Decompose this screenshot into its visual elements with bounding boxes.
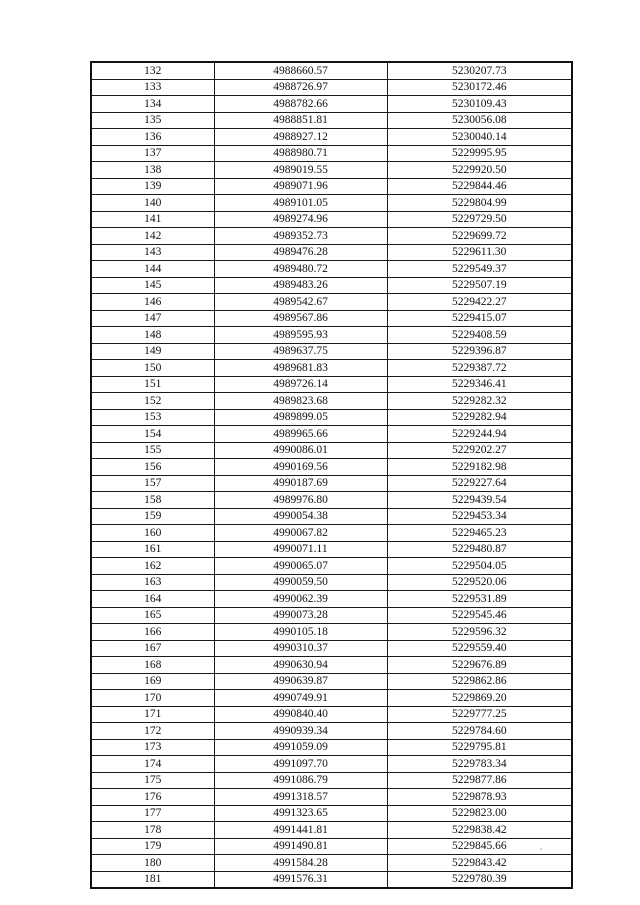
table-row bbox=[91, 706, 572, 723]
table-row bbox=[91, 294, 572, 311]
y-coordinate-cell: 5229699.72 bbox=[387, 228, 572, 245]
point-number-cell: 156 bbox=[91, 459, 214, 476]
point-number-cell: 175 bbox=[91, 772, 214, 789]
table-row bbox=[91, 690, 572, 707]
table-row bbox=[91, 129, 572, 146]
x-coordinate-cell: 4988980.71 bbox=[214, 145, 387, 162]
x-coordinate-cell: 4990059.50 bbox=[214, 574, 387, 591]
coordinate-table bbox=[90, 61, 573, 889]
point-number-cell: 181 bbox=[91, 871, 214, 888]
y-coordinate-cell: 5229465.23 bbox=[387, 525, 572, 542]
point-number-cell: 163 bbox=[91, 574, 214, 591]
point-number-cell: 152 bbox=[91, 393, 214, 410]
point-number-cell: 168 bbox=[91, 657, 214, 674]
y-coordinate-cell: 5229845.66 bbox=[387, 838, 572, 855]
point-number-cell: 151 bbox=[91, 376, 214, 393]
table-row bbox=[91, 327, 572, 344]
y-coordinate-cell: 5229182.98 bbox=[387, 459, 572, 476]
x-coordinate-cell: 4989019.55 bbox=[214, 162, 387, 179]
x-coordinate-cell: 4991097.70 bbox=[214, 756, 387, 773]
y-coordinate-cell: 5229422.27 bbox=[387, 294, 572, 311]
x-coordinate-cell: 4991059.09 bbox=[214, 739, 387, 756]
y-coordinate-cell: 5229549.37 bbox=[387, 261, 572, 278]
table-row bbox=[91, 541, 572, 558]
point-number-cell: 157 bbox=[91, 475, 214, 492]
x-coordinate-cell: 4990939.34 bbox=[214, 723, 387, 740]
point-number-cell: 148 bbox=[91, 327, 214, 344]
table-row bbox=[91, 409, 572, 426]
y-coordinate-cell: 5229729.50 bbox=[387, 211, 572, 228]
y-coordinate-cell: 5229202.27 bbox=[387, 442, 572, 459]
point-number-cell: 154 bbox=[91, 426, 214, 443]
page-speck bbox=[540, 848, 542, 850]
x-coordinate-cell: 4989352.73 bbox=[214, 228, 387, 245]
point-number-cell: 160 bbox=[91, 525, 214, 542]
y-coordinate-cell: 5229804.99 bbox=[387, 195, 572, 212]
table-row bbox=[91, 62, 572, 79]
point-number-cell: 177 bbox=[91, 805, 214, 822]
point-number-cell: 140 bbox=[91, 195, 214, 212]
table-row bbox=[91, 657, 572, 674]
table-row bbox=[91, 640, 572, 657]
y-coordinate-cell: 5229244.94 bbox=[387, 426, 572, 443]
table-row bbox=[91, 112, 572, 129]
x-coordinate-cell: 4989899.05 bbox=[214, 409, 387, 426]
table-row bbox=[91, 393, 572, 410]
x-coordinate-cell: 4990086.01 bbox=[214, 442, 387, 459]
point-number-cell: 146 bbox=[91, 294, 214, 311]
x-coordinate-cell: 4990073.28 bbox=[214, 607, 387, 624]
x-coordinate-cell: 4991490.81 bbox=[214, 838, 387, 855]
table-row bbox=[91, 855, 572, 872]
y-coordinate-cell: 5229504.05 bbox=[387, 558, 572, 575]
x-coordinate-cell: 4988726.97 bbox=[214, 79, 387, 96]
point-number-cell: 166 bbox=[91, 624, 214, 641]
table-row bbox=[91, 426, 572, 443]
point-number-cell: 170 bbox=[91, 690, 214, 707]
table-row bbox=[91, 805, 572, 822]
y-coordinate-cell: 5230172.46 bbox=[387, 79, 572, 96]
y-coordinate-cell: 5229396.87 bbox=[387, 343, 572, 360]
point-number-cell: 158 bbox=[91, 492, 214, 509]
y-coordinate-cell: 5229843.42 bbox=[387, 855, 572, 872]
table-row bbox=[91, 228, 572, 245]
y-coordinate-cell: 5229783.34 bbox=[387, 756, 572, 773]
point-number-cell: 164 bbox=[91, 591, 214, 608]
x-coordinate-cell: 4990187.69 bbox=[214, 475, 387, 492]
y-coordinate-cell: 5229823.00 bbox=[387, 805, 572, 822]
point-number-cell: 150 bbox=[91, 360, 214, 377]
table-row bbox=[91, 343, 572, 360]
table-row bbox=[91, 822, 572, 839]
y-coordinate-cell: 5229531.89 bbox=[387, 591, 572, 608]
x-coordinate-cell: 4990749.91 bbox=[214, 690, 387, 707]
point-number-cell: 178 bbox=[91, 822, 214, 839]
table-row bbox=[91, 525, 572, 542]
point-number-cell: 162 bbox=[91, 558, 214, 575]
table-row bbox=[91, 277, 572, 294]
table-row bbox=[91, 442, 572, 459]
table-row bbox=[91, 739, 572, 756]
coordinate-table-body bbox=[91, 62, 572, 888]
x-coordinate-cell: 4991318.57 bbox=[214, 789, 387, 806]
point-number-cell: 147 bbox=[91, 310, 214, 327]
x-coordinate-cell: 4989823.68 bbox=[214, 393, 387, 410]
x-coordinate-cell: 4990065.07 bbox=[214, 558, 387, 575]
table-row bbox=[91, 360, 572, 377]
y-coordinate-cell: 5229439.54 bbox=[387, 492, 572, 509]
point-number-cell: 165 bbox=[91, 607, 214, 624]
y-coordinate-cell: 5229838.42 bbox=[387, 822, 572, 839]
point-number-cell: 172 bbox=[91, 723, 214, 740]
y-coordinate-cell: 5229995.95 bbox=[387, 145, 572, 162]
point-number-cell: 138 bbox=[91, 162, 214, 179]
x-coordinate-cell: 4988851.81 bbox=[214, 112, 387, 129]
y-coordinate-cell: 5229844.46 bbox=[387, 178, 572, 195]
point-number-cell: 136 bbox=[91, 129, 214, 146]
point-number-cell: 174 bbox=[91, 756, 214, 773]
point-number-cell: 132 bbox=[91, 62, 214, 79]
x-coordinate-cell: 4991584.28 bbox=[214, 855, 387, 872]
x-coordinate-cell: 4989726.14 bbox=[214, 376, 387, 393]
y-coordinate-cell: 5229453.34 bbox=[387, 508, 572, 525]
y-coordinate-cell: 5229282.94 bbox=[387, 409, 572, 426]
point-number-cell: 169 bbox=[91, 673, 214, 690]
point-number-cell: 141 bbox=[91, 211, 214, 228]
table-row bbox=[91, 310, 572, 327]
y-coordinate-cell: 5230207.73 bbox=[387, 62, 572, 79]
point-number-cell: 134 bbox=[91, 96, 214, 113]
table-row bbox=[91, 244, 572, 261]
x-coordinate-cell: 4989101.05 bbox=[214, 195, 387, 212]
y-coordinate-cell: 5229346.41 bbox=[387, 376, 572, 393]
point-number-cell: 179 bbox=[91, 838, 214, 855]
table-row bbox=[91, 459, 572, 476]
point-number-cell: 143 bbox=[91, 244, 214, 261]
y-coordinate-cell: 5229878.93 bbox=[387, 789, 572, 806]
point-number-cell: 171 bbox=[91, 706, 214, 723]
table-row bbox=[91, 871, 572, 888]
x-coordinate-cell: 4989542.67 bbox=[214, 294, 387, 311]
x-coordinate-cell: 4990071.11 bbox=[214, 541, 387, 558]
x-coordinate-cell: 4989965.66 bbox=[214, 426, 387, 443]
table-row bbox=[91, 178, 572, 195]
x-coordinate-cell: 4990105.18 bbox=[214, 624, 387, 641]
table-row bbox=[91, 376, 572, 393]
y-coordinate-cell: 5229862.86 bbox=[387, 673, 572, 690]
y-coordinate-cell: 5229507.19 bbox=[387, 277, 572, 294]
table-row bbox=[91, 162, 572, 179]
point-number-cell: 155 bbox=[91, 442, 214, 459]
table-row bbox=[91, 558, 572, 575]
x-coordinate-cell: 4990067.82 bbox=[214, 525, 387, 542]
x-coordinate-cell: 4991323.65 bbox=[214, 805, 387, 822]
y-coordinate-cell: 5229780.39 bbox=[387, 871, 572, 888]
x-coordinate-cell: 4991576.31 bbox=[214, 871, 387, 888]
x-coordinate-cell: 4989274.96 bbox=[214, 211, 387, 228]
y-coordinate-cell: 5229282.32 bbox=[387, 393, 572, 410]
y-coordinate-cell: 5229877.86 bbox=[387, 772, 572, 789]
x-coordinate-cell: 4990169.56 bbox=[214, 459, 387, 476]
point-number-cell: 139 bbox=[91, 178, 214, 195]
x-coordinate-cell: 4989976.80 bbox=[214, 492, 387, 509]
point-number-cell: 159 bbox=[91, 508, 214, 525]
point-number-cell: 137 bbox=[91, 145, 214, 162]
point-number-cell: 161 bbox=[91, 541, 214, 558]
y-coordinate-cell: 5230056.08 bbox=[387, 112, 572, 129]
x-coordinate-cell: 4990639.87 bbox=[214, 673, 387, 690]
y-coordinate-cell: 5229869.20 bbox=[387, 690, 572, 707]
y-coordinate-cell: 5230040.14 bbox=[387, 129, 572, 146]
y-coordinate-cell: 5229387.72 bbox=[387, 360, 572, 377]
point-number-cell: 142 bbox=[91, 228, 214, 245]
table-row bbox=[91, 475, 572, 492]
table-row bbox=[91, 723, 572, 740]
y-coordinate-cell: 5229520.06 bbox=[387, 574, 572, 591]
x-coordinate-cell: 4990630.94 bbox=[214, 657, 387, 674]
point-number-cell: 149 bbox=[91, 343, 214, 360]
y-coordinate-cell: 5229784.60 bbox=[387, 723, 572, 740]
y-coordinate-cell: 5229676.89 bbox=[387, 657, 572, 674]
x-coordinate-cell: 4989483.26 bbox=[214, 277, 387, 294]
table-row bbox=[91, 492, 572, 509]
x-coordinate-cell: 4990310.37 bbox=[214, 640, 387, 657]
x-coordinate-cell: 4989480.72 bbox=[214, 261, 387, 278]
x-coordinate-cell: 4989476.28 bbox=[214, 244, 387, 261]
x-coordinate-cell: 4988927.12 bbox=[214, 129, 387, 146]
table-row bbox=[91, 624, 572, 641]
point-number-cell: 144 bbox=[91, 261, 214, 278]
y-coordinate-cell: 5230109.43 bbox=[387, 96, 572, 113]
point-number-cell: 153 bbox=[91, 409, 214, 426]
table-row bbox=[91, 772, 572, 789]
table-row bbox=[91, 195, 572, 212]
point-number-cell: 167 bbox=[91, 640, 214, 657]
table-row bbox=[91, 96, 572, 113]
table-row bbox=[91, 508, 572, 525]
table-row bbox=[91, 79, 572, 96]
y-coordinate-cell: 5229777.25 bbox=[387, 706, 572, 723]
y-coordinate-cell: 5229545.46 bbox=[387, 607, 572, 624]
y-coordinate-cell: 5229920.50 bbox=[387, 162, 572, 179]
table-row bbox=[91, 211, 572, 228]
x-coordinate-cell: 4988660.57 bbox=[214, 62, 387, 79]
y-coordinate-cell: 5229408.59 bbox=[387, 327, 572, 344]
table-row bbox=[91, 574, 572, 591]
table-row bbox=[91, 591, 572, 608]
x-coordinate-cell: 4989595.93 bbox=[214, 327, 387, 344]
y-coordinate-cell: 5229559.40 bbox=[387, 640, 572, 657]
y-coordinate-cell: 5229795.81 bbox=[387, 739, 572, 756]
y-coordinate-cell: 5229415.07 bbox=[387, 310, 572, 327]
x-coordinate-cell: 4988782.66 bbox=[214, 96, 387, 113]
y-coordinate-cell: 5229611.30 bbox=[387, 244, 572, 261]
y-coordinate-cell: 5229596.32 bbox=[387, 624, 572, 641]
table-row bbox=[91, 673, 572, 690]
point-number-cell: 135 bbox=[91, 112, 214, 129]
table-row bbox=[91, 261, 572, 278]
table-row bbox=[91, 756, 572, 773]
point-number-cell: 145 bbox=[91, 277, 214, 294]
table-row bbox=[91, 838, 572, 855]
x-coordinate-cell: 4990062.39 bbox=[214, 591, 387, 608]
y-coordinate-cell: 5229480.87 bbox=[387, 541, 572, 558]
x-coordinate-cell: 4990054.38 bbox=[214, 508, 387, 525]
x-coordinate-cell: 4989567.86 bbox=[214, 310, 387, 327]
table-row bbox=[91, 789, 572, 806]
table-row bbox=[91, 607, 572, 624]
table-row bbox=[91, 145, 572, 162]
x-coordinate-cell: 4989637.75 bbox=[214, 343, 387, 360]
y-coordinate-cell: 5229227.64 bbox=[387, 475, 572, 492]
point-number-cell: 133 bbox=[91, 79, 214, 96]
point-number-cell: 180 bbox=[91, 855, 214, 872]
x-coordinate-cell: 4990840.40 bbox=[214, 706, 387, 723]
x-coordinate-cell: 4991441.81 bbox=[214, 822, 387, 839]
point-number-cell: 173 bbox=[91, 739, 214, 756]
x-coordinate-cell: 4991086.79 bbox=[214, 772, 387, 789]
x-coordinate-cell: 4989071.96 bbox=[214, 178, 387, 195]
x-coordinate-cell: 4989681.83 bbox=[214, 360, 387, 377]
point-number-cell: 176 bbox=[91, 789, 214, 806]
